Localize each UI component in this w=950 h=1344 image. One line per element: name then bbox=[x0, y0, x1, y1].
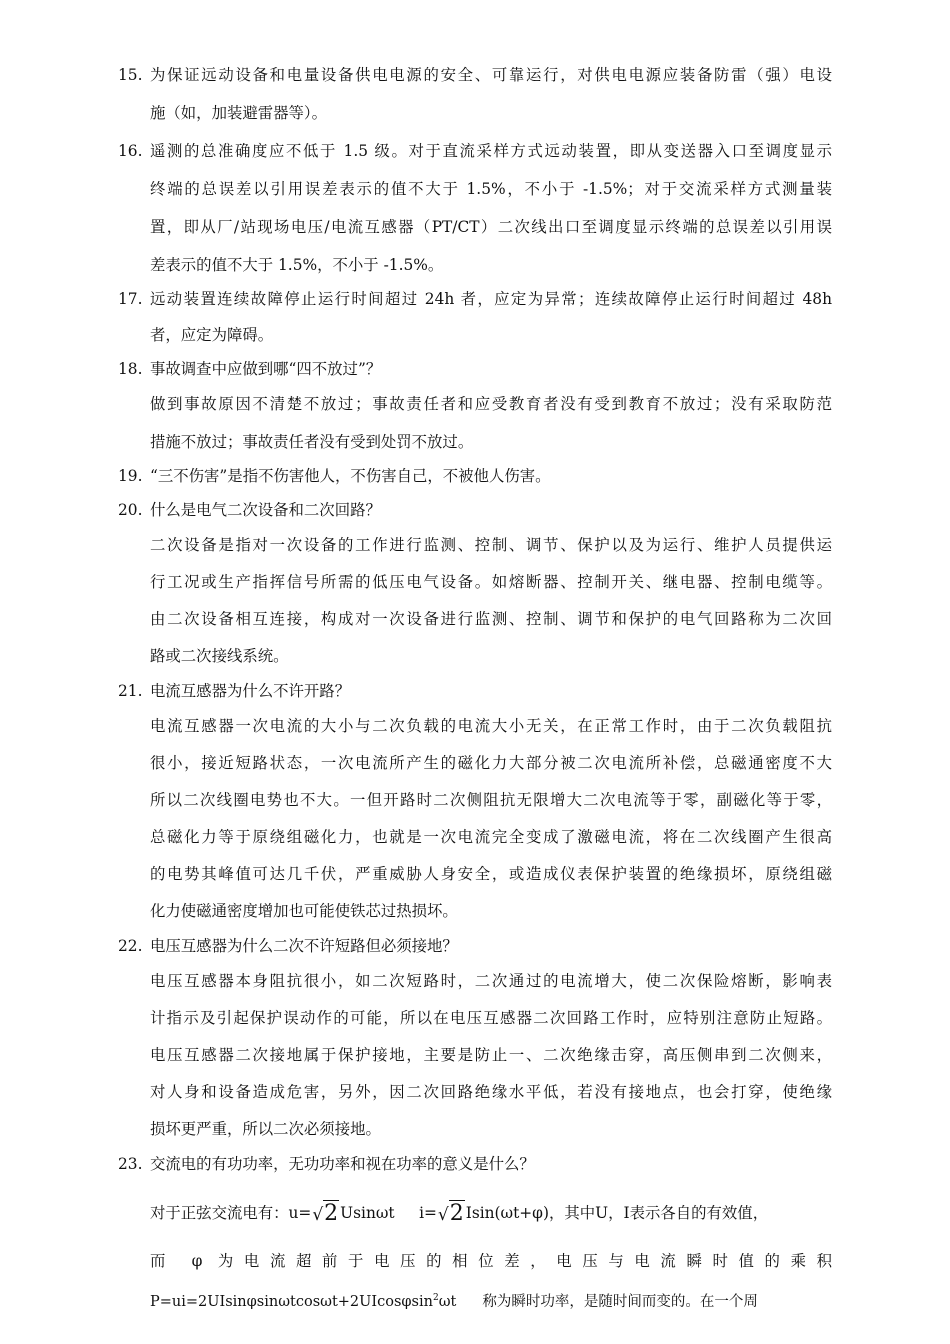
formula-text: Isin(ωt+φ)，其中U，I表示各自的有效值， bbox=[465, 1204, 769, 1222]
item-answer: 很小，接近短路状态，一次电流所产生的磁化力大部分被二次电流所补偿，总磁通密度不大 bbox=[150, 754, 832, 772]
item-answer: 的电势其峰值可达几千伏，严重威胁人身安全，或造成仪表保护装置的绝缘损坏，原绕组磁 bbox=[150, 865, 832, 883]
formula-text: 称为瞬时功率，是随时间而变的。在一个周 bbox=[482, 1293, 758, 1310]
formula-text: Usinωt i= bbox=[340, 1204, 437, 1222]
item-answer: 措施不放过；事故责任者没有受到处罚不放过。 bbox=[150, 433, 474, 451]
radical-sign: √ bbox=[437, 1205, 449, 1225]
item-question: 事故调查中应做到哪“四不放过”？ bbox=[150, 360, 382, 378]
radicand: 2 bbox=[324, 1201, 339, 1226]
formula-text: P=ui=2UIsinφsinωtcosωt+2UIcosφsin bbox=[150, 1293, 433, 1310]
item-number: 18. bbox=[118, 360, 143, 378]
item-text: 远动装置连续故障停止运行时间超过 24h 者，应定为异常；连续故障停止运行时间超过 48h bbox=[150, 290, 832, 308]
radical-sign: √ bbox=[312, 1205, 324, 1225]
item-answer: 电流互感器一次电流的大小与二次负载的电流大小无关，在正常工作时，由于二次负载阻抗 bbox=[150, 717, 832, 735]
item-question: 交流电的有功功率，无功功率和视在功率的意义是什么？ bbox=[150, 1155, 535, 1173]
item-answer: 路或二次接线系统。 bbox=[150, 647, 289, 665]
formula-line: 而 φ 为电流超前于电压的相位差，电压与电流瞬时值的乘积 bbox=[150, 1252, 832, 1270]
item-question: 什么是电气二次设备和二次回路？ bbox=[150, 501, 381, 519]
item-number: 22. bbox=[118, 937, 143, 955]
item-text: 施（如，加装避雷器等）。 bbox=[150, 104, 327, 122]
formula-text: 对于正弦交流电有：u= bbox=[150, 1204, 312, 1222]
formula-line bbox=[150, 1199, 768, 1229]
item-answer: 计指示及引起保护误动作的可能，所以在电压互感器二次回路工作时，应特别注意防止短路。 bbox=[150, 1009, 832, 1027]
item-answer: 做到事故原因不清楚不放过；事故责任者和应受教育者没有受到教育不放过；没有采取防范 bbox=[150, 395, 832, 413]
item-text: 置，即从厂/站现场电压/电流互感器（PT/CT）二次线出口至调度显示终端的总误差以引用误 bbox=[150, 218, 832, 236]
item-answer: 化力使磁通密度增加也可能使铁芯过热损坏。 bbox=[150, 902, 458, 920]
item-number: 15. bbox=[118, 66, 143, 84]
item-question: 电流互感器为什么不许开路？ bbox=[150, 682, 351, 700]
superscript: 2 bbox=[432, 1293, 439, 1303]
item-number: 19. bbox=[118, 467, 143, 485]
item-answer: 二次设备是指对一次设备的工作进行监测、控制、调节、保护以及为运行、维护人员提供运 bbox=[150, 536, 832, 554]
item-answer: 所以二次线圈电势也不大。一但开路时二次侧阻抗无限增大二次电流等于零，副磁化等于零， bbox=[150, 791, 832, 809]
item-text: 遥测的总准确度应不低于 1.5 级。对于直流采样方式远动装置，即从变送器入口至调度显示 bbox=[150, 142, 832, 160]
item-text: 差表示的值不大于 1.5%，不小于 -1.5%。 bbox=[150, 256, 444, 274]
item-text: 终端的总误差以引用误差表示的值不大于 1.5%，不小于 -1.5%；对于交流采样方式测量装 bbox=[150, 180, 832, 198]
item-answer: 由二次设备相互连接，构成对一次设备进行监测、控制、调节和保护的电气回路称为二次回 bbox=[150, 610, 832, 628]
sqrt-symbol bbox=[312, 1201, 339, 1229]
item-question: 电压互感器为什么二次不许短路但必须接地？ bbox=[150, 937, 458, 955]
sqrt-symbol bbox=[438, 1201, 465, 1229]
item-answer: 对人身和设备造成危害，另外，因二次回路绝缘水平低，若没有接地点，也会打穿，使绝缘 bbox=[150, 1083, 832, 1101]
item-answer: 总磁化力等于原绕组磁化力，也就是一次电流完全变成了激磁电流，将在二次线圈产生很高 bbox=[150, 828, 832, 846]
item-number: 16. bbox=[118, 142, 143, 160]
item-number: 23. bbox=[118, 1155, 143, 1173]
radicand: 2 bbox=[449, 1201, 464, 1226]
item-number: 21. bbox=[118, 682, 143, 700]
item-answer: 损坏更严重，所以二次必须接地。 bbox=[150, 1120, 381, 1138]
item-number: 20. bbox=[118, 501, 143, 519]
item-number: 17. bbox=[118, 290, 143, 308]
item-answer: 电压互感器本身阻抗很小，如二次短路时，二次通过的电流增大，使二次保险熔断，影响表 bbox=[150, 972, 832, 990]
item-text: 者，应定为障碍。 bbox=[150, 326, 274, 344]
formula-text: ωt bbox=[438, 1293, 457, 1310]
item-text: 为保证远动设备和电量设备供电电源的安全、可靠运行，对供电电源应装备防雷（强）电设 bbox=[150, 66, 832, 84]
item-answer: 电压互感器二次接地属于保护接地，主要是防止一、二次绝缘击穿，高压侧串到二次侧来， bbox=[150, 1046, 832, 1064]
formula-line bbox=[150, 1288, 758, 1312]
item-text: “三不伤害”是指不伤害他人，不伤害自己，不被他人伤害。 bbox=[150, 467, 551, 485]
item-answer: 行工况或生产指挥信号所需的低压电气设备。如熔断器、控制开关、继电器、控制电缆等。 bbox=[150, 573, 832, 591]
